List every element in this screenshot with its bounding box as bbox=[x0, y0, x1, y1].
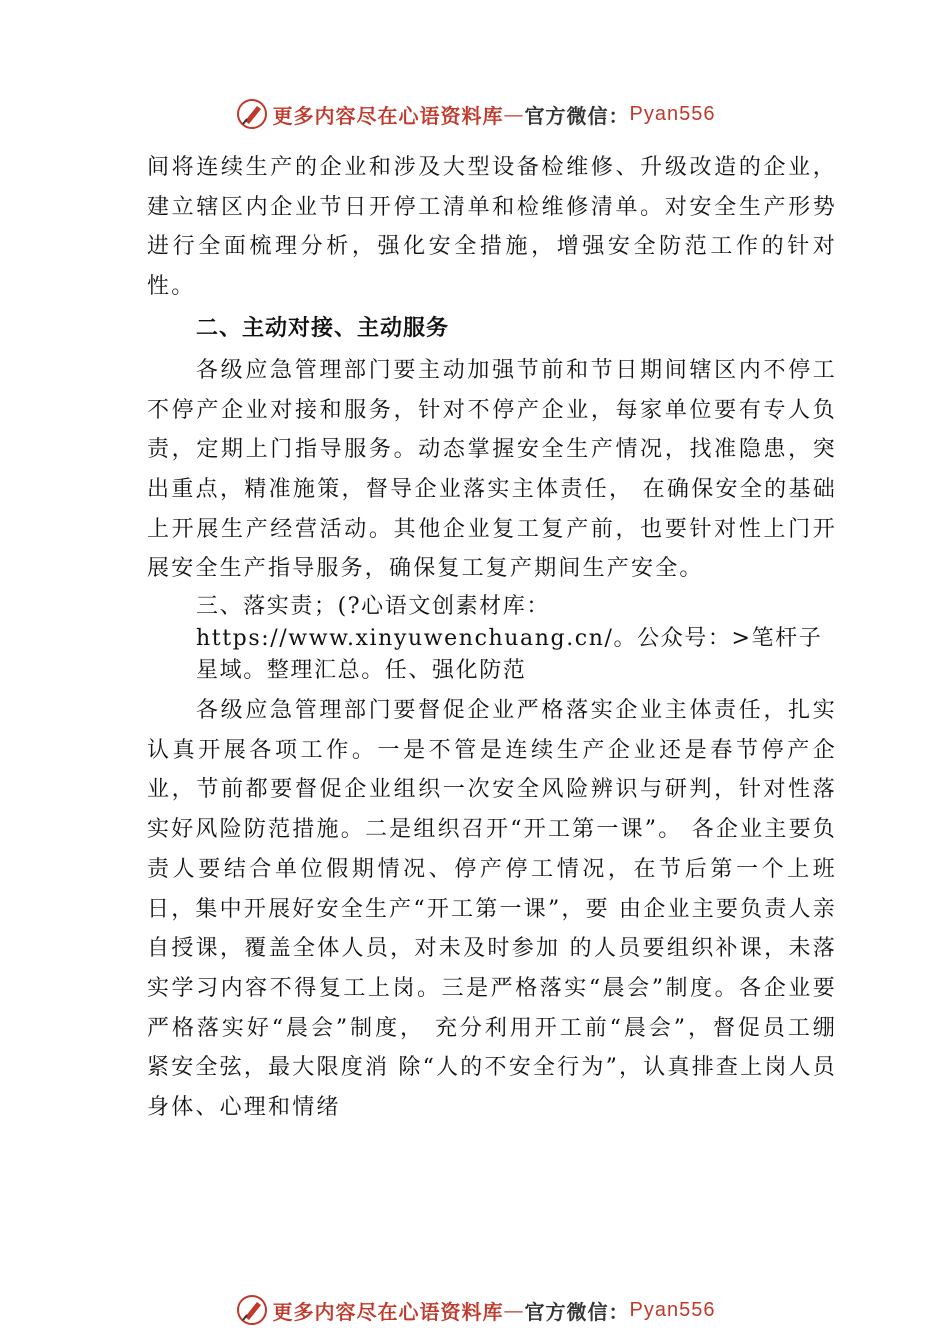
banner-wechat-label: 官方微信： bbox=[524, 1299, 630, 1324]
banner-wechat-label: 官方微信： bbox=[524, 103, 630, 128]
banner-text: 更多内容尽在心语资料库 bbox=[272, 103, 504, 128]
paragraph-1: 间将连续生产的企业和涉及大型设备检维修、升级改造的企业，建立辖区内企业节日开停工清单和检维修清单。对安全生产形势进行全面梳理分析，强化安全措施，增强安全防范工作的针对性。 bbox=[147, 155, 837, 300]
banner-dash: — bbox=[503, 1298, 525, 1322]
banner-wechat-id: Pyan556 bbox=[629, 1298, 716, 1321]
document-body bbox=[147, 148, 837, 1128]
banner-wechat-id: Pyan556 bbox=[629, 102, 716, 125]
footer-banner bbox=[0, 1290, 950, 1330]
pen-nib-seal-icon bbox=[235, 1293, 269, 1327]
section-heading-2: 二、主动对接、主动服务 bbox=[196, 315, 450, 341]
paragraph-3: 各级应急管理部门要督促企业严格落实企业主体责任，扎实认真开展各项工作。一是不管是连续生产企业还是春节停产企业，节前都要督促企业组织一次安全风险辨识与研判，针对性落实好风险防范措施。二是组织召开“开工第一课”。 各企业主要负责人要结合单位假期情况、停产停工情况，在节后第一个上班日，集中开展好安全生产“开工第一课”，要 由企业主要负责人亲自授课，覆盖全体人员，对未及时参加 的人员要组织补课，未落实学习内容不得复工上岗。三是严格落实“晨会”制度。各企业要严格落实好“晨会”制度， 充分利用开工前“晨会”，督促员工绷紧安全弦，最大限度消 除“人的不安全行为”，认真排查上岗人员身体、心理和情绪 bbox=[147, 698, 837, 1121]
header-banner bbox=[0, 94, 950, 134]
pen-nib-seal-icon bbox=[235, 97, 269, 131]
paragraph-2: 各级应急管理部门要主动加强节前和节日期间辖区内不停工不停产企业对接和服务，针对不停产企业，每家单位要有专人负责，定期上门指导服务。动态掌握安全生产情况，找准隐患，突出重点，精准施策，督导企业落实主体责任， 在确保安全的基础上开展生产经营活动。其他企业复工复产前，也要针对性上门开展安全生产指导服务，确保复工复产期间生产安全。 bbox=[147, 357, 837, 582]
banner-dash: — bbox=[503, 102, 525, 126]
section-heading-3: 三、落实责；(?心语文创素材库：https://www.xinyuwenchuang.cn/。公众号：>笔杆子星域。整理汇总。任、强化防范 bbox=[196, 594, 823, 684]
banner-text: 更多内容尽在心语资料库 bbox=[272, 1299, 504, 1324]
